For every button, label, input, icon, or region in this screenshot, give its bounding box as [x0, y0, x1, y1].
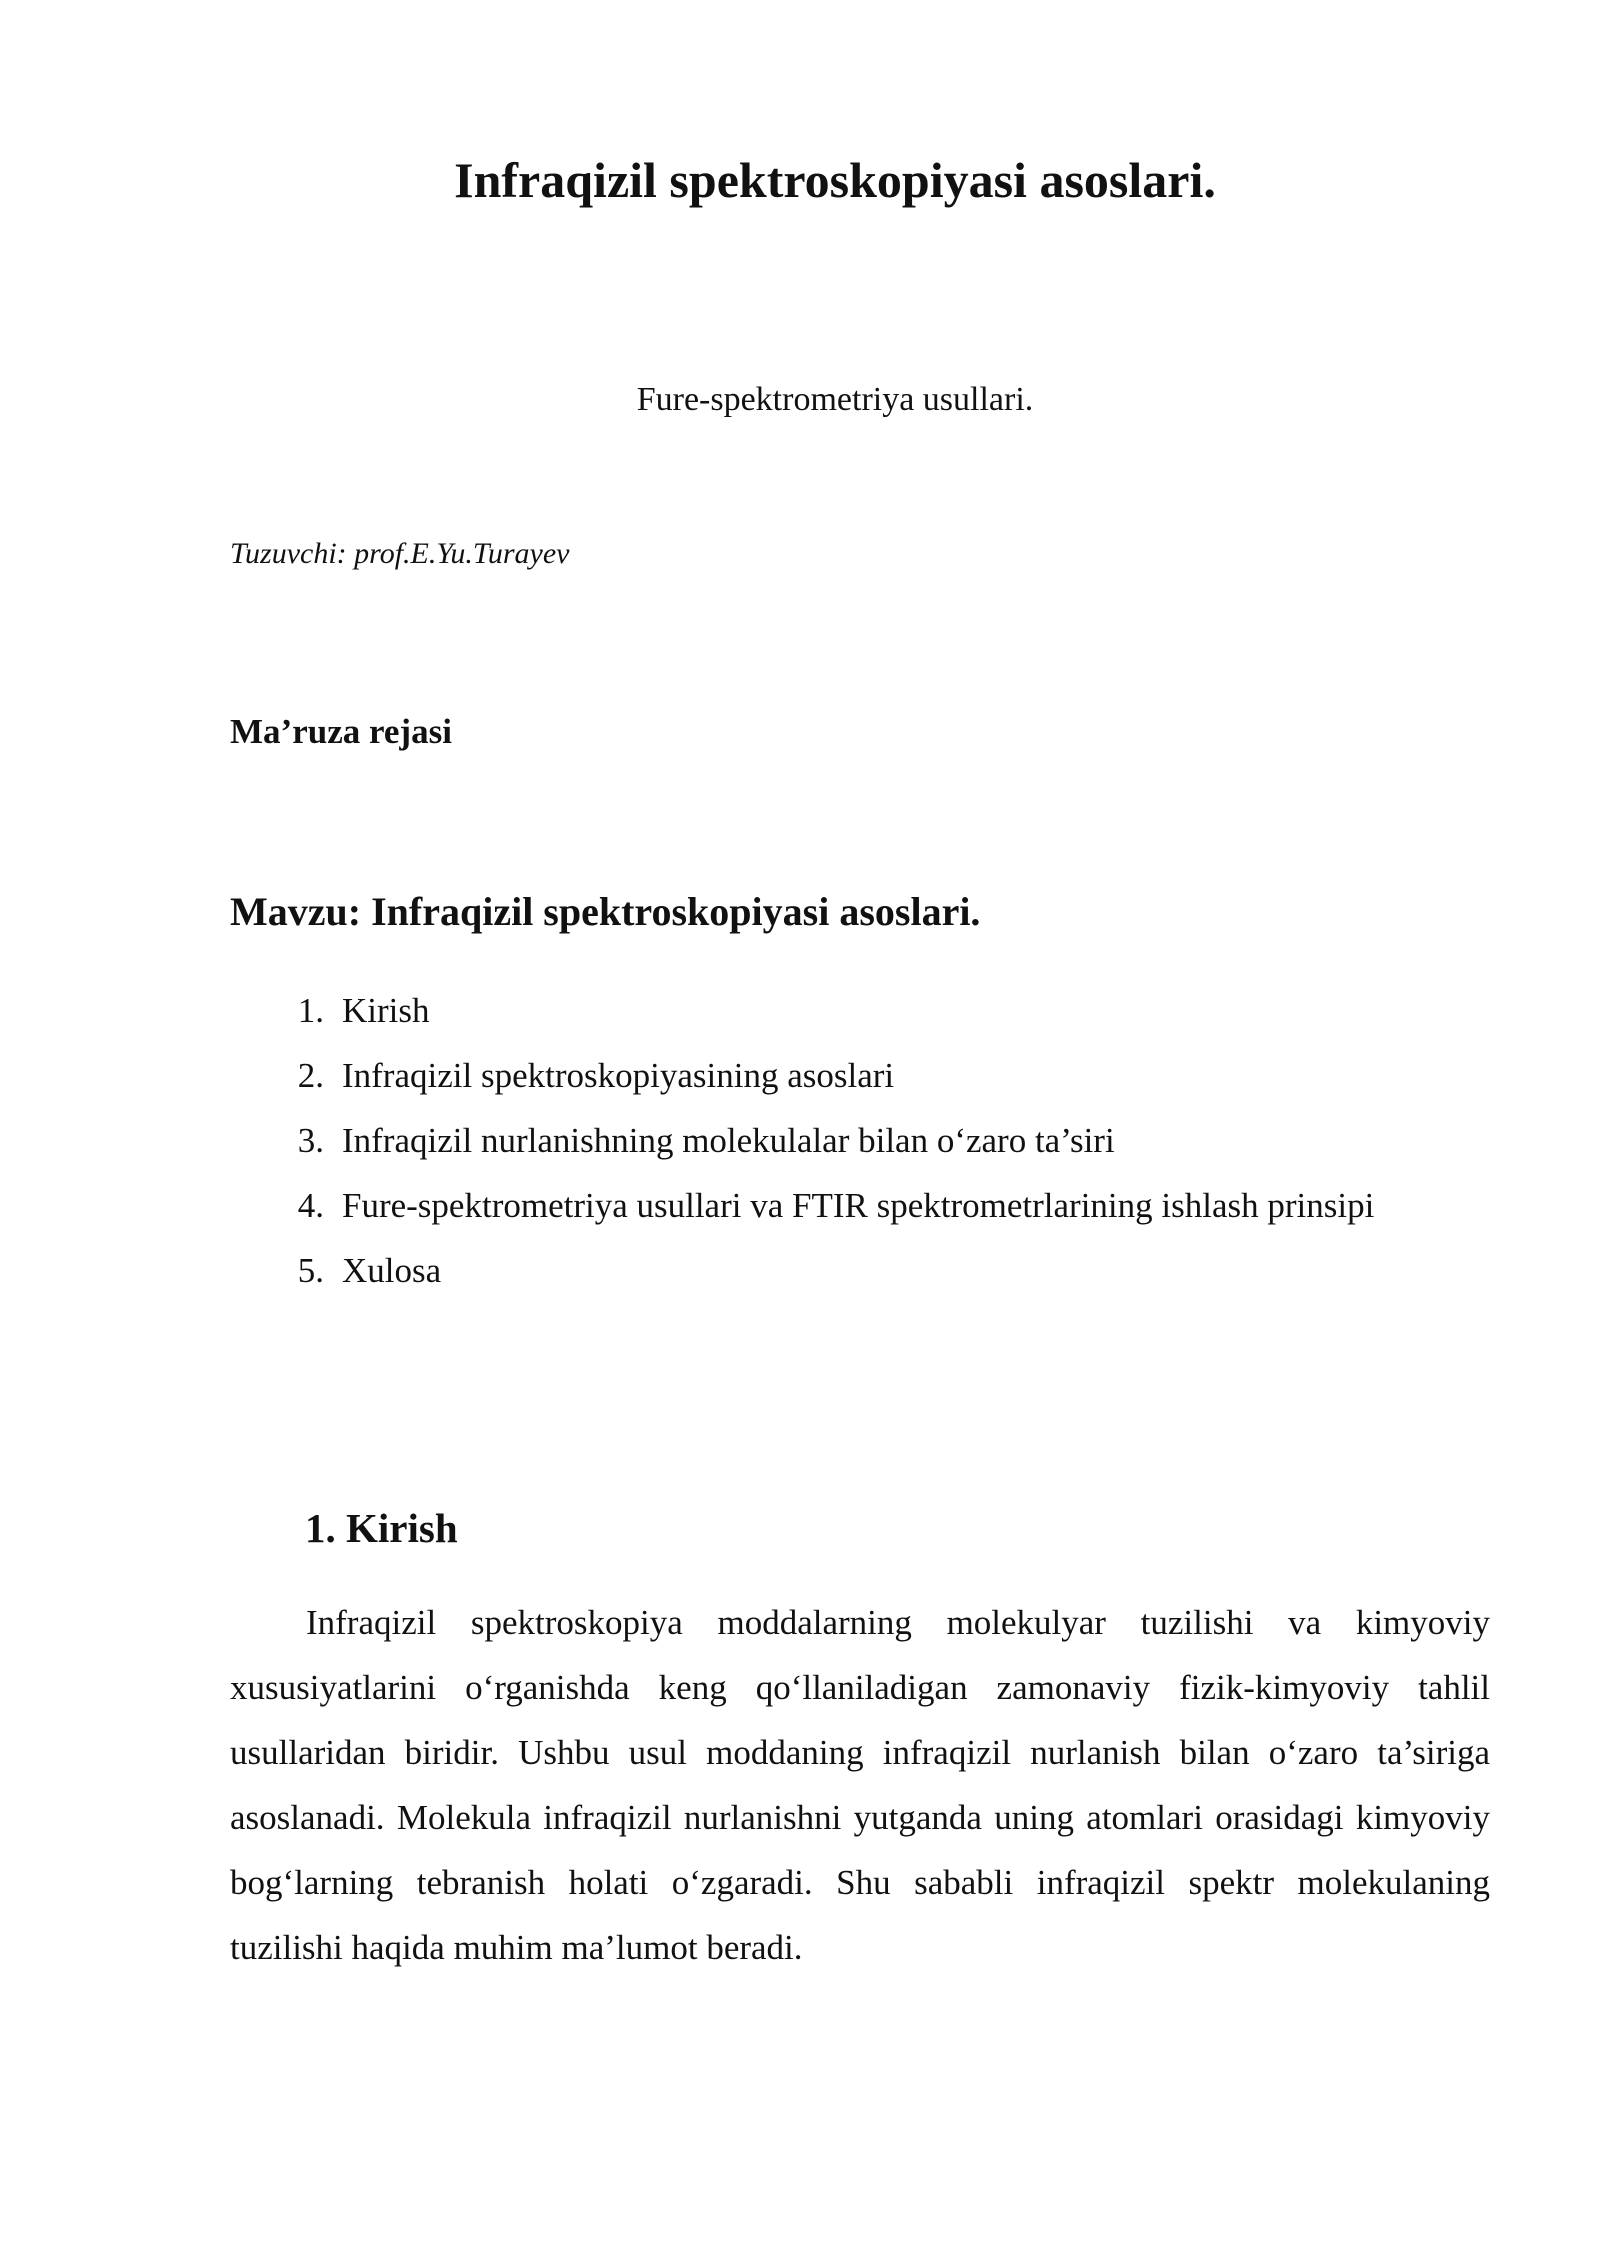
author-line: Tuzuvchi: prof.E.Yu.Turayev [230, 537, 570, 570]
section-number: 1. [305, 1505, 336, 1551]
document-title: Infraqizil spektroskopiyasi asoslari. [454, 152, 1216, 208]
list-item [230, 1108, 1374, 1173]
topic-heading: Mavzu: Infraqizil spektroskopiyasi asoslari. [230, 889, 981, 934]
list-item [230, 1238, 1374, 1303]
section-title: Kirish [346, 1505, 458, 1551]
list-item [230, 1043, 1374, 1108]
section-paragraph: Infraqizil spektroskopiya moddalarning molekulyar tuzilishi va kimyoviy xususiyatlarini o‘rganishda keng qo‘llaniladigan zamonaviy fizik-kimyoviy tahlil usullaridan biridir. Ushbu usul moddaning infraqizil nurlanish bilan o‘zaro ta’siriga asoslanadi. Molekula infraqizil nurlanishni yutganda uning atomlari orasidagi kimyoviy bog‘larning tebranish holati o‘zgaradi. Shu sababli infraqizil spektr molekulaning tuzilishi haqida muhim ma’lumot beradi. [230, 1603, 1490, 1967]
list-item-text: Kirish [342, 991, 430, 1030]
list-item [230, 1173, 1374, 1238]
lecture-plan-list [230, 978, 1374, 1303]
list-item-text: Xulosa [342, 1251, 442, 1290]
list-item-number: 5. [297, 1251, 324, 1290]
document-subtitle: Fure-spektrometriya usullari. [636, 381, 1034, 418]
lecture-plan-heading: Ma’ruza rejasi [230, 712, 452, 751]
list-item-text: Infraqizil spektroskopiyasining asoslari [342, 1056, 895, 1095]
section-heading [305, 1504, 458, 1552]
list-item [230, 978, 1374, 1043]
list-item-number: 4. [297, 1186, 324, 1225]
list-item-text: Infraqizil nurlanishning molekulalar bilan o‘zaro ta’siri [342, 1121, 1115, 1160]
list-item-number: 1. [297, 991, 324, 1030]
list-item-text: Fure-spektrometriya usullari va FTIR spektrometrlarining ishlash prinsipi [342, 1186, 1375, 1225]
list-item-number: 2. [297, 1056, 324, 1095]
list-item-number: 3. [297, 1121, 324, 1160]
